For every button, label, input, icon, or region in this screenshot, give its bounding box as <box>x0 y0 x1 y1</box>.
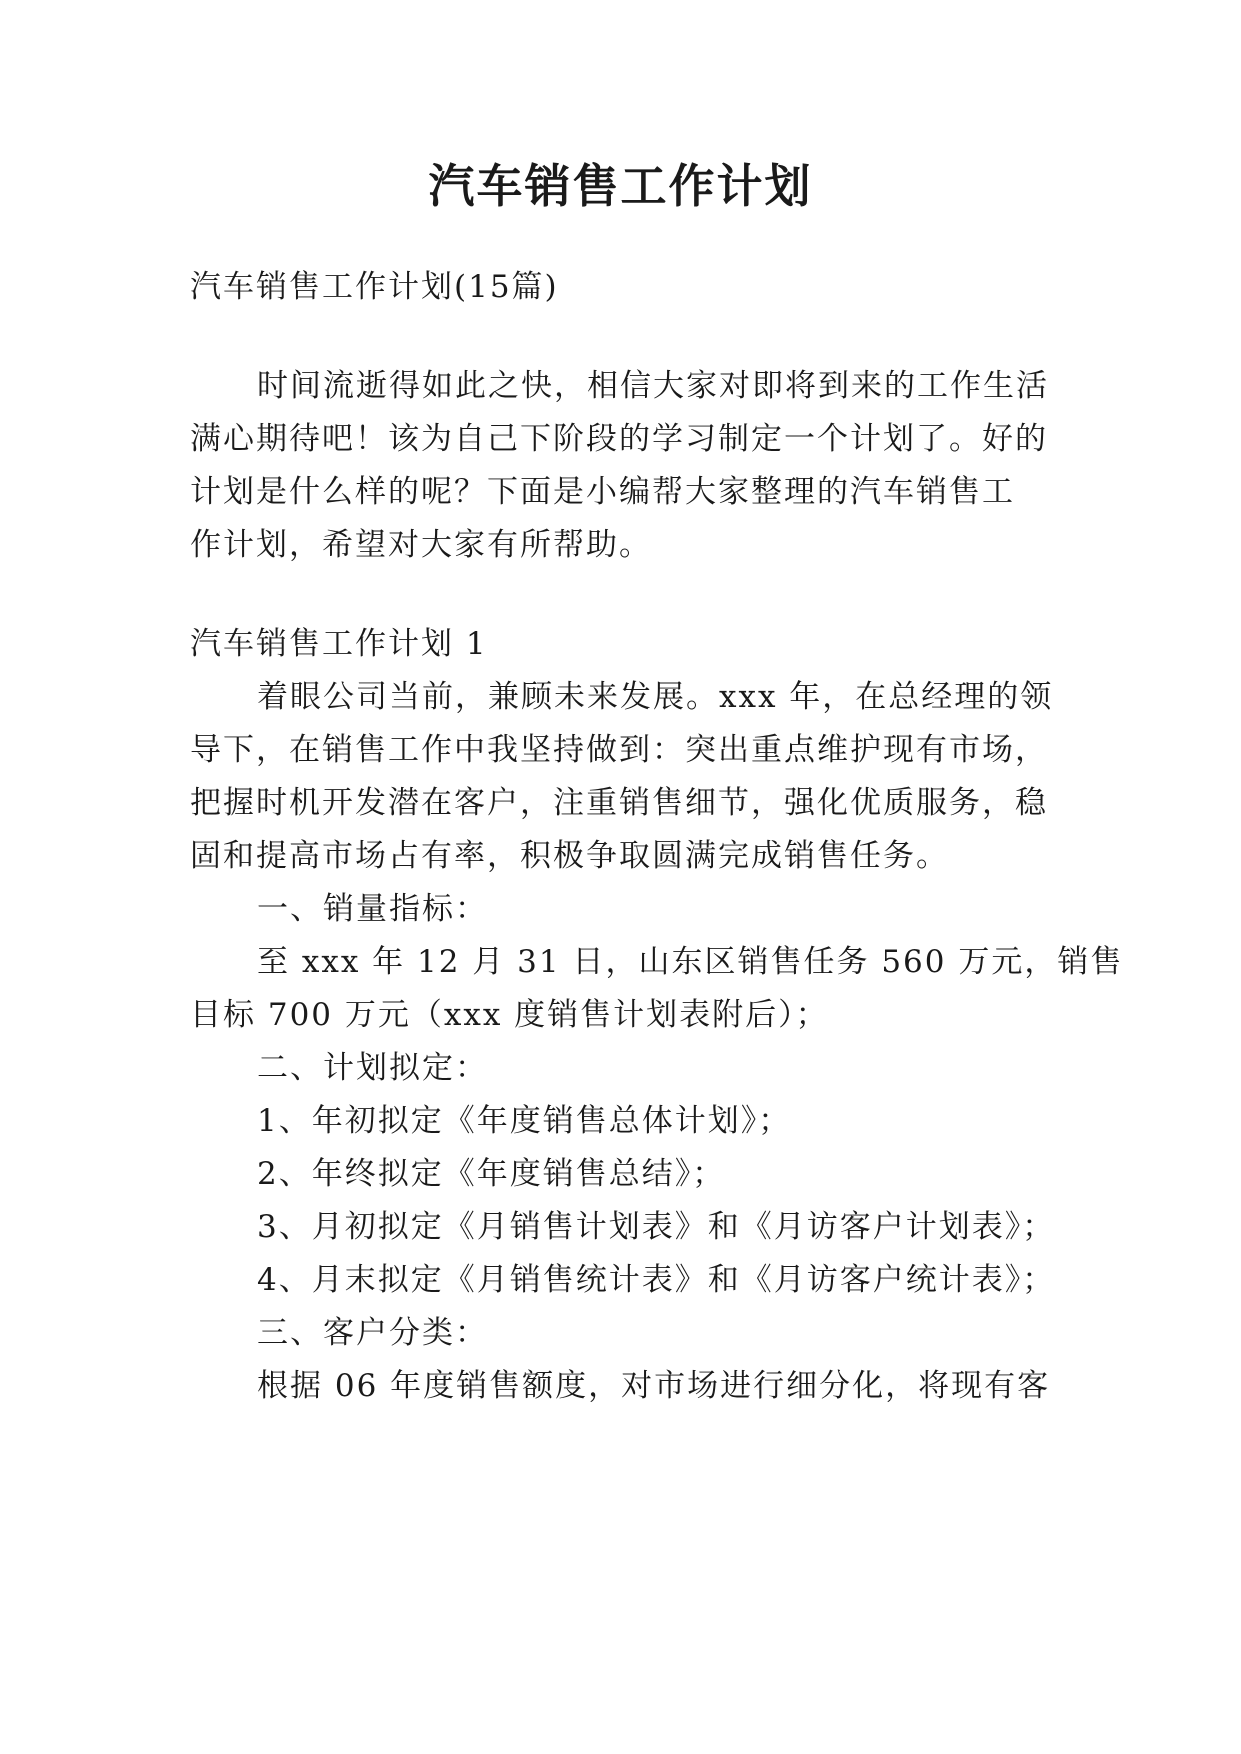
document-subtitle: 汽车销售工作计划(15篇) <box>190 269 559 305</box>
plan-item: 1、年初拟定《年度销售总体计划》； <box>257 1103 792 1139</box>
section-heading: 汽车销售工作计划 1 <box>190 626 488 662</box>
intro-line: 作计划，希望对大家有所帮助。 <box>190 527 652 563</box>
intro-line: 满心期待吧！该为自己下阶段的学习制定一个计划了。好的 <box>190 421 1048 457</box>
paragraph-line: 把握时机开发潜在客户，注重销售细节，强化优质服务，稳 <box>190 785 1048 821</box>
plan-heading: 二、计划拟定： <box>257 1050 488 1086</box>
document-title: 汽车销售工作计划 <box>428 159 813 213</box>
paragraph-line: 至 xxx 年 12 月 31 日，山东区销售任务 560 万元，销售 <box>257 944 1124 980</box>
plan-item: 2、年终拟定《年度销售总结》； <box>257 1156 726 1192</box>
sales-heading: 一、销量指标： <box>257 891 488 927</box>
paragraph-line: 目标 700 万元（xxx 度销售计划表附后）； <box>190 997 829 1033</box>
paragraph-line: 根据 06 年度销售额度，对市场进行细分化，将现有客 <box>257 1368 1051 1404</box>
plan-item: 3、月初拟定《月销售计划表》和《月访客户计划表》； <box>257 1209 1056 1245</box>
customer-heading: 三、客户分类： <box>257 1315 488 1351</box>
intro-line: 时间流逝得如此之快，相信大家对即将到来的工作生活 <box>257 368 1049 404</box>
paragraph-line: 固和提高市场占有率，积极争取圆满完成销售任务。 <box>190 838 949 874</box>
plan-item: 4、月末拟定《月销售统计表》和《月访客户统计表》； <box>257 1262 1056 1298</box>
paragraph-line: 导下，在销售工作中我坚持做到：突出重点维护现有市场， <box>190 732 1048 768</box>
intro-line: 计划是什么样的呢？下面是小编帮大家整理的汽车销售工 <box>190 474 1015 510</box>
paragraph-line: 着眼公司当前，兼顾未来发展。xxx 年，在总经理的领 <box>257 679 1054 715</box>
